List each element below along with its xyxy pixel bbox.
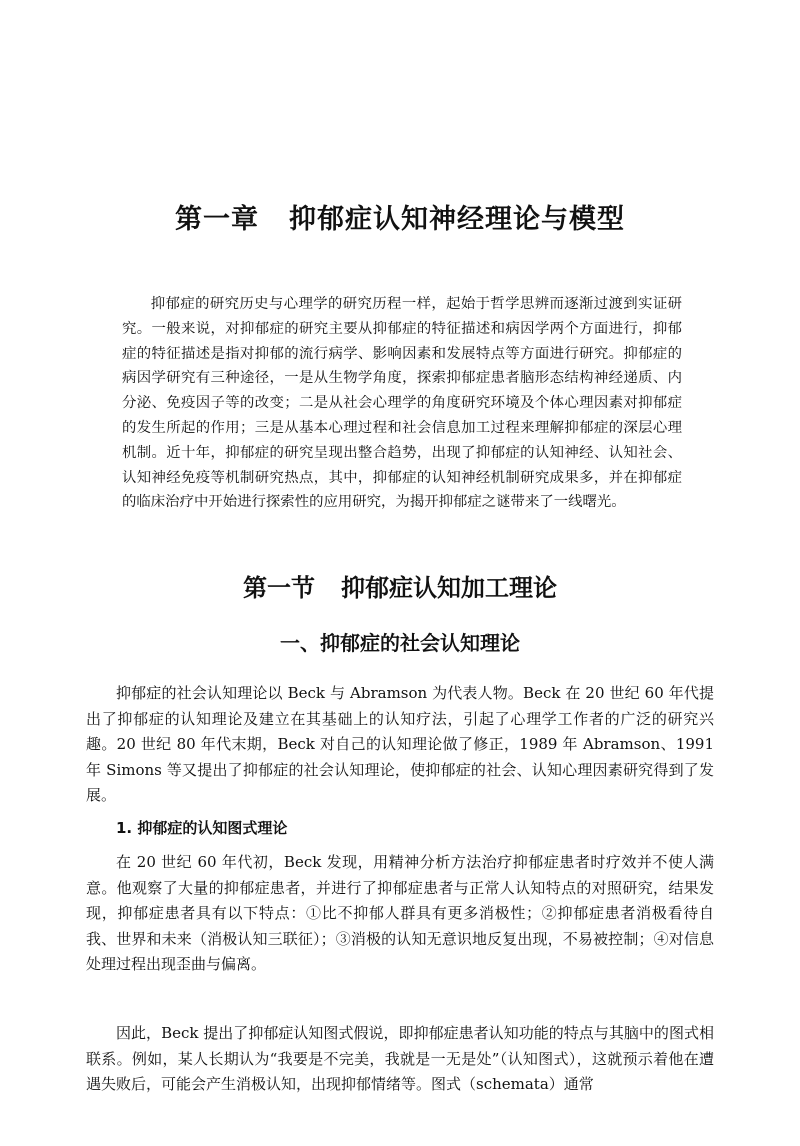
subsection-title: 一、抑郁症的社会认知理论 [280, 631, 520, 655]
section-title-text: 抑郁症认知加工理论 [341, 573, 557, 602]
body-paragraph: 因此，Beck 提出了抑郁症认知图式假说，即抑郁症患者认知功能的特点与其脑中的图式相联系。例如，某人长期认为“我要是不完美，我就是一无是处”（认知图式），这就预示着他在遭遇失败后，可能会产生消极认知，出现抑郁情绪等。图式（schemata）通常 [86, 1024, 714, 1093]
body-paragraph: 抑郁症的社会认知理论以 Beck 与 Abramson 为代表人物。Beck 在 20 世纪 60 年代提出了抑郁症的认知理论及建立在其基础上的认知疗法，引起了心理学工作者的广泛的研究兴趣。20 世纪 80 年代末期，Beck 对自己的认知理论做了修正，1989 年 Abramson、1991 年 Simons 等又提出了抑郁症的社会认知理论，使抑郁症的社会、认知心理因素研究得到了发展。 [86, 684, 714, 804]
chapter-abstract: 抑郁症的研究历史与心理学的研究历程一样，起始于哲学思辨而逐渐过渡到实证研究。一般来说，对抑郁症的研究主要从抑郁症的特征描述和病因学两个方面进行，抑郁症的特征描述是指对抑郁的流行病学、影响因素和发展特点等方面进行研究。抑郁症的病因学研究有三种途径，一是从生物学角度，探索抑郁症患者脑形态结构神经递质、内分泌、免疫因子等的改变；二是从社会心理学的角度研究环境及个体心理因素对抑郁症的发生所起的作用；三是从基本心理过程和社会信息加工过程来理解抑郁症的深层心理机制。近十年，抑郁症的研究呈现出整合趋势，出现了抑郁症的认知神经、认知社会、认知神经免疫等机制研究热点，其中，抑郁症的认知神经机制研究成果多，并在抑郁症的临床治疗中开始进行探索性的应用研究，为揭开抑郁症之谜带来了一线曙光。 [122, 296, 682, 511]
body-paragraph: 在 20 世纪 60 年代初，Beck 发现，用精神分析方法治疗抑郁症患者时疗效并不使人满意。他观察了大量的抑郁症患者，并进行了抑郁症患者与正常人认知特点的对照研究，结果发现，抑郁症患者具有以下特点：①比不抑郁人群具有更多消极性；②抑郁症患者消极看待自我、世界和未来（消极认知三联征）；③消极的认知无意识地反复出现，不易被控制；④对信息处理过程出现歪曲与偏离。 [86, 853, 714, 973]
section-title [0, 570, 800, 606]
chapter-number: 第一章 [175, 204, 259, 235]
section-number: 第一节 [243, 573, 315, 602]
chapter-title-text: 抑郁症认知神经理论与模型 [289, 204, 625, 235]
numbered-heading: 1. 抑郁症的认知图式理论 [116, 819, 288, 837]
chapter-title [0, 200, 800, 240]
